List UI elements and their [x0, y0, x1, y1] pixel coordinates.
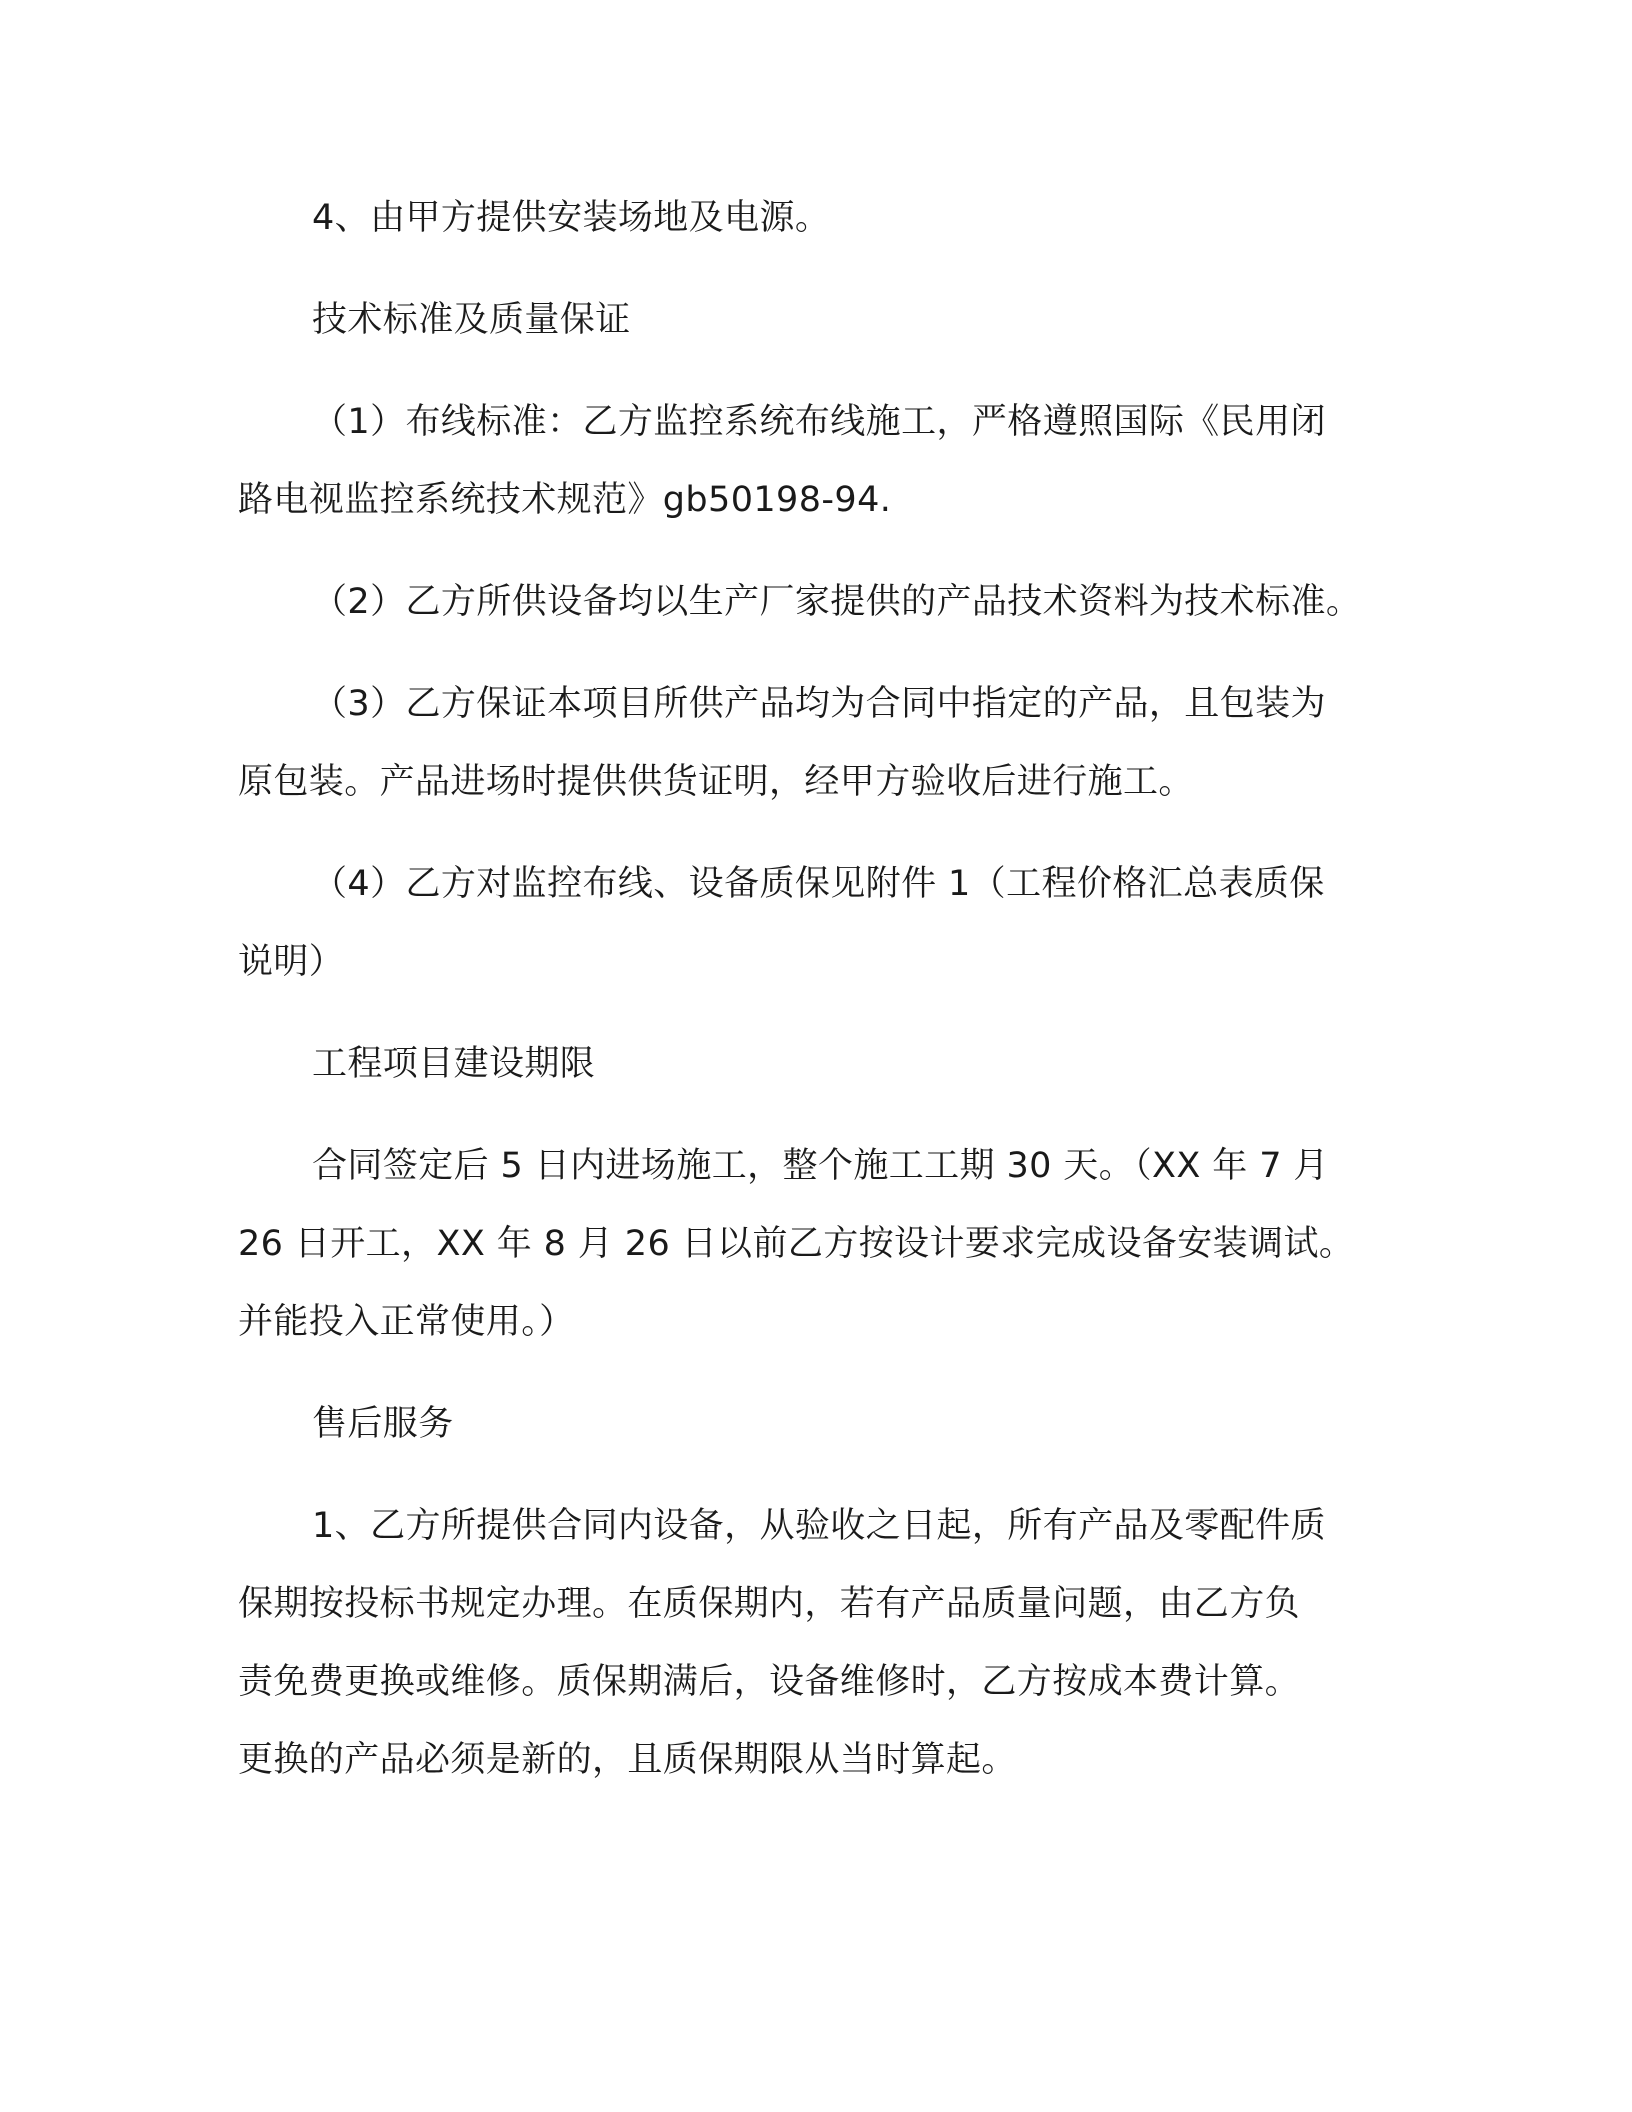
heading-technical-standards: 技术标准及质量保证	[312, 300, 631, 340]
paragraph-schedule-line-2: 26 日开工，XX 年 8 月 26 日以前乙方按设计要求完成设备安装调试。	[238, 1224, 1355, 1264]
paragraph-schedule-line-3: 并能投入正常使用。）	[238, 1302, 575, 1342]
paragraph-after-sales-line-3: 责免费更换或维修。质保期满后，设备维修时，乙方按成本费计算。	[238, 1662, 1301, 1702]
paragraph-product-guarantee-line-1: （3）乙方保证本项目所供产品均为合同中指定的产品，且包装为	[312, 684, 1326, 724]
heading-after-sales-service: 售后服务	[312, 1404, 454, 1444]
paragraph-after-sales-line-1: 1、乙方所提供合同内设备，从验收之日起，所有产品及零配件质	[312, 1506, 1326, 1546]
paragraph-product-guarantee-line-2: 原包装。产品进场时提供供货证明，经甲方验收后进行施工。	[238, 762, 1194, 802]
paragraph-wiring-standard-line-1: （1）布线标准：乙方监控系统布线施工，严格遵照国际《民用闭	[312, 402, 1326, 442]
paragraph-equipment-standard: （2）乙方所供设备均以生产厂家提供的产品技术资料为技术标准。	[312, 582, 1362, 622]
paragraph-schedule-line-1: 合同签定后 5 日内进场施工，整个施工工期 30 天。（XX 年 7 月	[312, 1146, 1329, 1186]
paragraph-after-sales-line-2: 保期按投标书规定办理。在质保期内，若有产品质量问题，由乙方负	[238, 1584, 1301, 1624]
paragraph-after-sales-line-4: 更换的产品必须是新的，且质保期限从当时算起。	[238, 1740, 1017, 1780]
heading-construction-period: 工程项目建设期限	[312, 1044, 596, 1084]
paragraph-power-supply: 4、由甲方提供安装场地及电源。	[312, 198, 831, 238]
paragraph-wiring-standard-line-2: 路电视监控系统技术规范》gb50198-94.	[238, 480, 892, 520]
paragraph-warranty-annex-line-1: （4）乙方对监控布线、设备质保见附件 1（工程价格汇总表质保	[312, 864, 1325, 904]
paragraph-warranty-annex-line-2: 说明）	[238, 942, 345, 982]
